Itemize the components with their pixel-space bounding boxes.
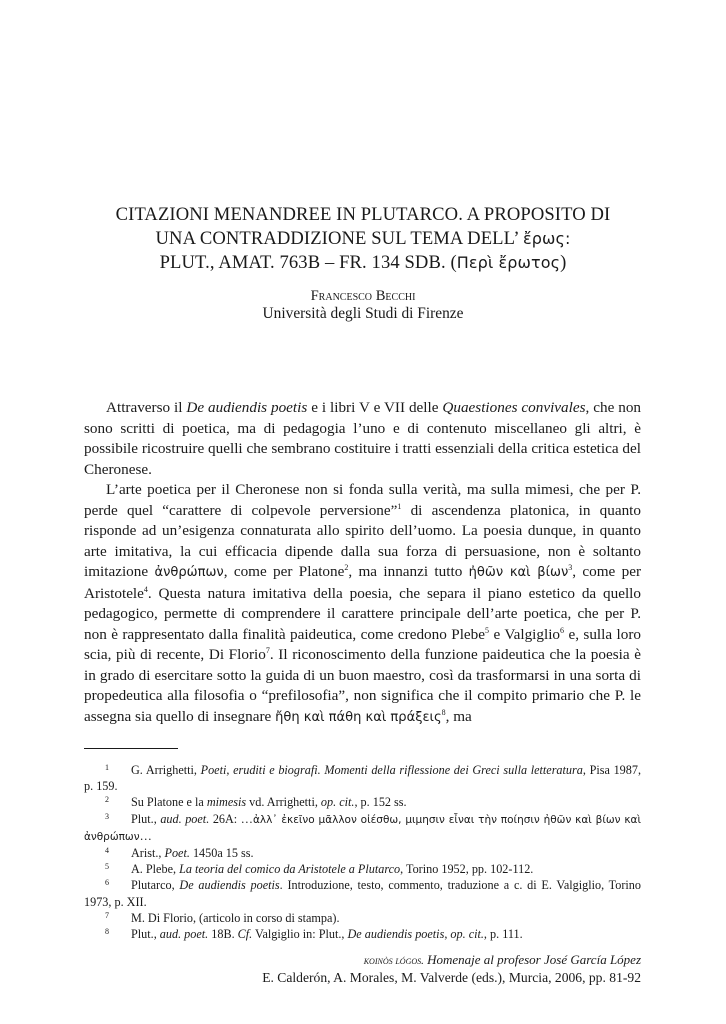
article-title [80, 203, 646, 275]
footnote-text: A. Plebe, [131, 862, 180, 877]
footnote-4: 4 Arist., Poet. 1450a 15 ss. [105, 846, 254, 861]
publication-details: E. Calderón, A. Morales, M. Valverde (eds.), Murcia, 2006, pp. 81-92 [262, 970, 641, 985]
author-name [80, 286, 646, 306]
footnotes [84, 762, 641, 942]
title-greek-eros: ἔρως: [523, 229, 571, 248]
title-line-3-text: PLUT., AMAT. 763B – FR. 134 SDB. ( [159, 252, 457, 273]
footnote-6: 6 Plutarco, De audiendis poetis. Introduzione, testo, commento, traduzione a c. di E. Valgiglio, Torino 1973, p. XII. [84, 878, 641, 909]
title-greek-peri-erotos: Περὶ ἔρωτος [456, 253, 561, 272]
journal-name: koinòs lógos. [363, 955, 424, 967]
footnote-text: Su Platone e la [131, 795, 207, 810]
footnote-text: Valgiglio in: Plut., [252, 927, 348, 942]
author-affiliation: Università degli Studi di Firenze [262, 305, 464, 322]
footnote-7: 7 M. Di Florio, (articolo in corso di stampa). [105, 910, 340, 925]
footnote-text: , Torino 1952, pp. 102-112. [400, 862, 534, 877]
footnote-text: Arist., [131, 846, 165, 861]
greek-ethe-kai-pathe: ἤθη καὶ πάθη καὶ πράξεις [275, 709, 442, 725]
footnote-8: 8 Plut., aud. poet. 18B. Cf. Valgiglio in: Plut., De audiendis poetis, op. cit., p. 111. [105, 927, 523, 942]
footnote-text: , p. 152 ss. [354, 795, 407, 810]
footnote-italic: Poet. [164, 846, 190, 861]
footnote-italic: Poeti, eruditi e biografi. Momenti della riflessione dei Greci sulla letteratura [200, 763, 583, 777]
p2-text-2: di ascendenza platonica, in quanto risponde ad un’esigenza connaturata allo spirito dell’uomo. La poesia dunque, in quanto arte imitativa, la cui efficacia dipende dalla sua forza di persuasione, non è soltanto imitazione [84, 501, 641, 580]
footnote-text: vd. Arrighetti, [246, 795, 321, 810]
footnote-italic: aud. poet. [160, 811, 210, 826]
footnote-italic: op. cit. [320, 795, 355, 810]
footnote-ref-4[interactable]: 4 [143, 584, 148, 594]
p2-text-3: , come per Platone [223, 563, 345, 580]
footnote-text: 18B. [208, 927, 238, 942]
footnote-ref-8[interactable]: 8 [441, 707, 446, 717]
p2-text-10: , ma [445, 707, 472, 725]
journal-citation [84, 951, 641, 970]
footnote-text: M. Di Florio, (articolo in corso di stampa). [131, 910, 340, 925]
footnote-text: G. Arrighetti, [131, 763, 201, 777]
p1-italic-2: Quaestiones convivales [442, 399, 586, 416]
footnote-ref-7[interactable]: 7 [265, 645, 270, 655]
p1-text-1: Attraverso il [106, 399, 187, 416]
footnote-greek: ἀλλ᾽ ἐκεῖνο μᾶλλον οἰέσθω, μιμησιν εἶναι τὴν ποίησιν ἠθῶν καὶ βίων καὶ ἀνθρώπων [84, 813, 642, 843]
footnote-ref-6[interactable]: 6 [560, 625, 565, 635]
p1-italic-1: De audiendis poetis [186, 399, 308, 416]
title-line-1: CITAZIONI MENANDREE IN PLUTARCO. A PROPOSITO DI [115, 204, 611, 225]
p1-text-3: , che non sono scritti di poetica, ma di pedagogia l’uno e di contenuto miscellaneo gli altri, è possibile ricostruire quelli che sembrano costituire i tratti essenziali della critica estetica del Cheronese. [84, 399, 642, 478]
footnote-italic: mimesis [206, 795, 247, 810]
footnote-text: Plut., [131, 927, 160, 942]
footnote-text: … [139, 828, 152, 843]
body-text [84, 398, 641, 728]
footnote-text: , [444, 927, 451, 942]
footnote-italic: op. cit. [450, 927, 484, 942]
title-line-3-close: ) [560, 252, 567, 273]
footnote-3: 3 Plut., aud. poet. 26A: …ἀλλ᾽ ἐκεῖνο μᾶλλον οἰέσθω, μιμησιν εἶναι τὴν ποίησιν ἠθῶν καὶ βίων καὶ ἀνθρώπων… [84, 811, 642, 843]
footnote-italic: La teoria del comico da Aristotele a Plutarco [179, 862, 401, 877]
footnote-italic: De audiendis poetis [347, 927, 445, 942]
title-line-2 [80, 227, 646, 251]
footnote-text: . Introduzione, testo, commento, traduzione a c. di E. Valgiglio, Torino 1973, p. XII. [84, 878, 641, 909]
paragraph-2 [84, 480, 641, 728]
p1-text-2: e i libri V e VII delle [307, 399, 443, 416]
p2-text-9: . Il riconoscimento della funzione paideutica che la poesia è in grado di esercitare sotto la guida di un buon maestro, così da trasformarsi in una sorta di propedeutica alla filosofia o “prefilosofia”, non significa che il compito primario che P. le assegna sia quello di insegnare [84, 646, 641, 725]
p2-text-7: e Valgiglio [489, 625, 561, 643]
footnote-text: , p. 111. [483, 927, 523, 942]
footnote-italic: De audiendis poetis [179, 878, 280, 893]
footnote-separator [84, 748, 178, 749]
greek-ethon-kai-bion: ἠθῶν καὶ βίων [468, 565, 569, 580]
footnote-ref-5[interactable]: 5 [485, 625, 490, 635]
paragraph-1 [84, 398, 641, 480]
p2-text-6: . Questa natura imitativa della poesia, che separa il piano estetico da quello pedagogico, permette di comprendere il carattere principale dell’arte poetica, che per P. non è rappresentato dalla finalità paideutica, come credono Plebe [84, 584, 641, 643]
p2-text-4: , ma innanzi tutto [348, 563, 469, 580]
footnote-text: 1450a 15 ss. [189, 846, 254, 861]
p2-text-1: L’arte poetica per il Cheronese non si fonda sulla verità, ma sulla mimesi, che per P. perde quel “carattere di colpevole perversione” [84, 481, 641, 519]
title-line-3 [80, 251, 646, 275]
greek-anthropon: ἀνθρώπων [154, 565, 224, 580]
footnote-text: , Pisa 1987, p. 159. [84, 763, 641, 794]
footnote-1: 1 G. Arrighetti, Poeti, eruditi e biografi. Momenti della riflessione dei Greci sulla letteratura, Pisa 1987, p. 159. [84, 763, 641, 794]
footnote-text: Plutarco, [131, 878, 180, 893]
author-last-name: Becchi [375, 288, 416, 304]
footnote-italic: Cf. [237, 927, 253, 942]
footnote-5: 5 A. Plebe, La teoria del comico da Aristotele a Plutarco, Torino 1952, pp. 102-112. [105, 862, 534, 877]
footnote-ref-3[interactable]: 3 [568, 562, 573, 572]
footnote-text: 26A: … [209, 811, 253, 826]
footnote-text: Plut., [131, 811, 161, 826]
footnote-2: 2 Su Platone e la mimesis vd. Arrighetti, op. cit., p. 152 ss. [105, 795, 407, 810]
p2-text-8: e, sulla loro scia, più di recente, Di Florio [84, 625, 641, 663]
footnote-ref-1[interactable]: 1 [397, 501, 402, 511]
author-first-name: Francesco [310, 288, 373, 304]
p2-text-5: , come per Aristotele [84, 563, 642, 602]
footnote-italic: aud. poet. [159, 927, 209, 942]
journal-title: Homenaje al profesor José García López [423, 952, 641, 967]
title-line-2-text: UNA CONTRADDIZIONE SUL TEMA DELL’ [155, 228, 524, 249]
footnote-ref-2[interactable]: 2 [344, 562, 349, 572]
